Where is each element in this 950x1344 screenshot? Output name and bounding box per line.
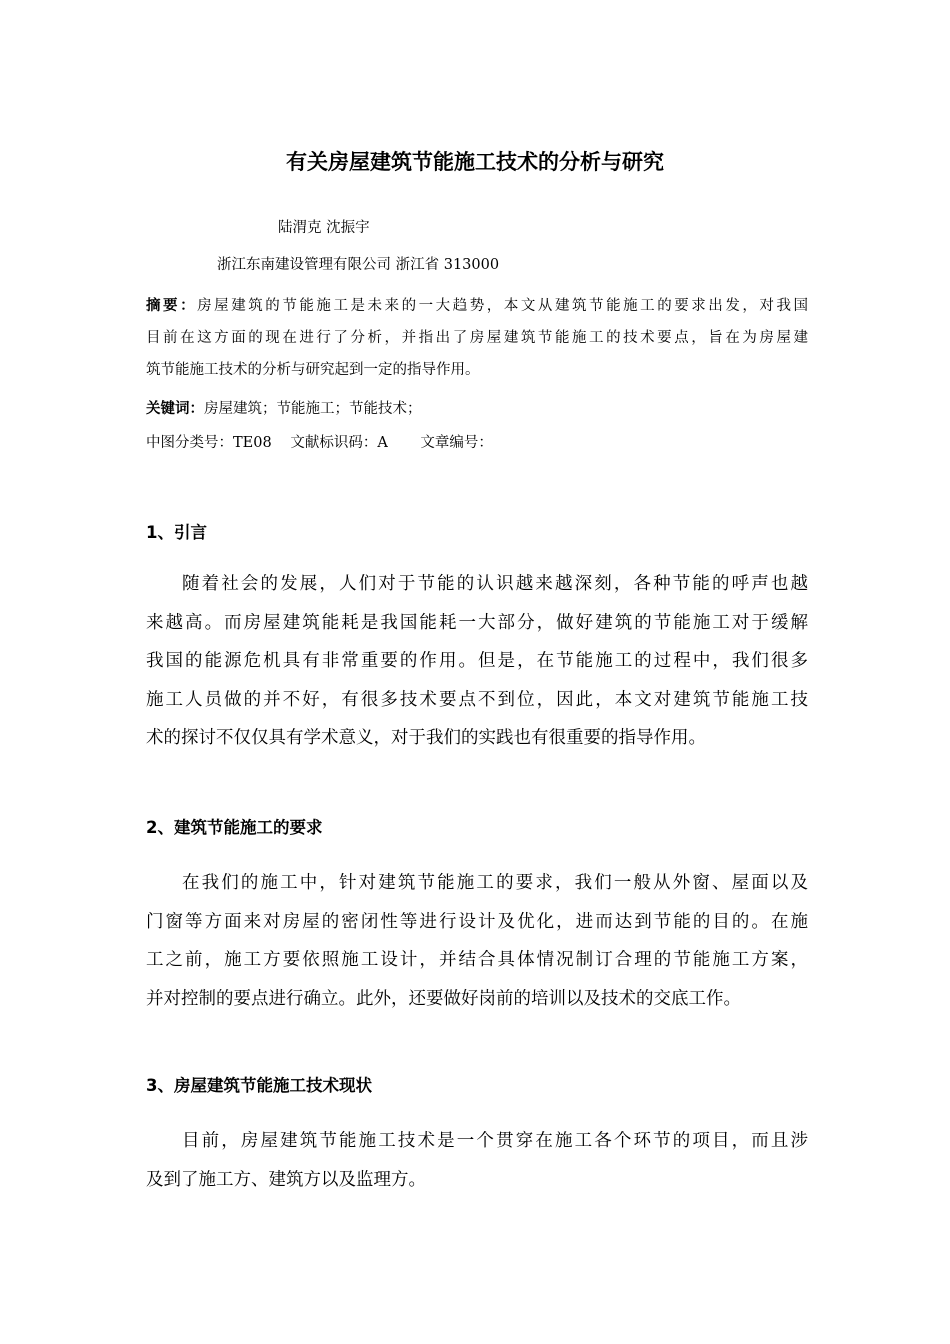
abstract [146, 290, 808, 386]
paper-title: 有关房屋建筑节能施工技术的分析与研究 [286, 150, 664, 174]
author-names: 陆渭克 沈振宇 [278, 220, 370, 236]
keywords-label: 关键词： [146, 401, 204, 417]
abstract-text: 房屋建筑的节能施工是未来的一大趋势，本文从建筑节能施工的要求出发，对我国 [197, 298, 809, 314]
body-line: 来越高。而房屋建筑能耗是我国能耗一大部分，做好建筑的节能施工对于缓解 [146, 612, 808, 633]
keywords-text: 房屋建筑；节能施工；节能技术； [204, 401, 422, 417]
body-line: 我国的能源危机具有非常重要的作用。但是，在节能施工的过程中，我们很多 [146, 651, 808, 671]
keywords [146, 397, 422, 421]
article-number-label: 文章编号： [420, 435, 493, 451]
abstract-label: 摘要： [146, 298, 198, 314]
body-line: 在我们的施工中，针对建筑节能施工的要求，我们一般从外窗、屋面以及 [182, 873, 808, 893]
classification-line [146, 431, 493, 455]
body-line: 门窗等方面来对房屋的密闭性等进行设计及优化，进而达到节能的目的。在施 [146, 911, 808, 932]
author-affiliation: 浙江东南建设管理有限公司 浙江省 313000 [217, 257, 500, 273]
doc-code-value: A [377, 435, 388, 451]
section-body-3 [146, 1122, 808, 1199]
body-line: 工之前，施工方要依照施工设计，并结合具体情况制订合理的节能施工方案， [146, 950, 808, 970]
abstract-line: 筑节能施工技术的分析与研究起到一定的指导作用。 [146, 362, 480, 378]
abstract-line [146, 290, 808, 322]
body-line: 术的探讨不仅仅具有学术意义，对于我们的实践也有很重要的指导作用。 [146, 728, 706, 748]
body-line: 并对控制的要点进行确立。此外，还要做好岗前的培训以及技术的交底工作。 [146, 988, 741, 1009]
clc-value: TE08 [233, 435, 272, 451]
body-line: 及到了施工方、建筑方以及监理方。 [146, 1169, 426, 1190]
doc-code-label: 文献标识码： [290, 435, 378, 451]
section-heading-3: 3、房屋建筑节能施工技术现状 [146, 1076, 372, 1095]
body-line: 目前，房屋建筑节能施工技术是一个贯穿在施工各个环节的项目，而且涉 [182, 1131, 808, 1151]
clc-label: 中图分类号： [146, 435, 233, 451]
abstract-line: 目前在这方面的现在进行了分析，并指出了房屋建筑节能施工的技术要点，旨在为房屋建 [146, 330, 808, 346]
body-line: 施工人员做的并不好，有很多技术要点不到位，因此，本文对建筑节能施工技 [146, 689, 808, 710]
section-heading-1: 1、引言 [146, 523, 207, 542]
section-heading-2: 2、建筑节能施工的要求 [146, 818, 323, 837]
section-body-1 [146, 565, 808, 758]
section-body-2 [146, 864, 808, 1018]
body-line: 随着社会的发展，人们对于节能的认识越来越深刻，各种节能的呼声也越 [182, 574, 808, 594]
